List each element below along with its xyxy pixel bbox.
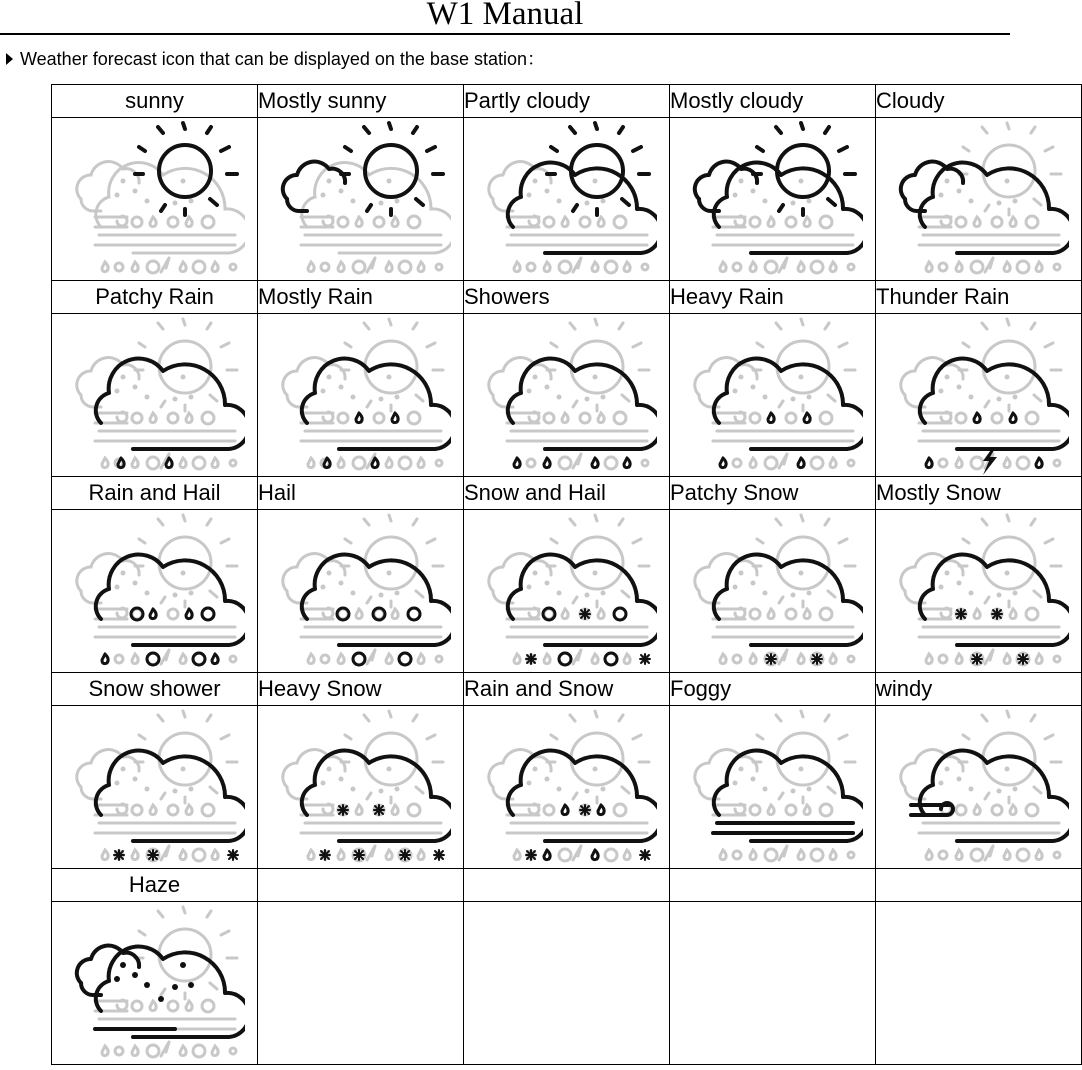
rain-and-hail-icon (65, 511, 245, 671)
label-row (52, 85, 1082, 118)
icon-cell (258, 118, 464, 281)
label-mostly-snow: Mostly Snow (876, 477, 1082, 510)
label-patchy-rain: Patchy Rain (52, 281, 258, 314)
icon-cell (52, 510, 258, 673)
icon-cell (52, 314, 258, 477)
icon-cell (258, 510, 464, 673)
label-cloudy: Cloudy (876, 85, 1082, 118)
heavy-snow-icon (271, 707, 451, 867)
label-row (52, 281, 1082, 314)
icon-cell (670, 510, 876, 673)
icon-cell (258, 706, 464, 869)
label-heavy-rain: Heavy Rain (670, 281, 876, 314)
icon-row (52, 706, 1082, 869)
icon-cell (464, 706, 670, 869)
title-rule (0, 33, 1010, 35)
icon-row (52, 314, 1082, 477)
icon-cell (464, 118, 670, 281)
label-rain-and-snow: Rain and Snow (464, 673, 670, 706)
empty-cell (464, 902, 670, 1065)
mostly-sunny-icon (271, 119, 451, 279)
label-rain-and-hail: Rain and Hail (52, 477, 258, 510)
empty-cell (258, 902, 464, 1065)
empty-cell (670, 902, 876, 1065)
label-row (52, 477, 1082, 510)
label-empty (670, 869, 876, 902)
partly-cloudy-icon (477, 119, 657, 279)
forecast-icon-table (51, 84, 1082, 1065)
rain-and-snow-icon (477, 707, 657, 867)
icon-row (52, 510, 1082, 673)
label-mostly-cloudy: Mostly cloudy (670, 85, 876, 118)
sunny-icon (65, 119, 245, 279)
thunder-rain-icon (889, 315, 1069, 475)
label-row (52, 673, 1082, 706)
label-mostly-sunny: Mostly sunny (258, 85, 464, 118)
icon-cell (876, 314, 1082, 477)
mostly-cloudy-icon (683, 119, 863, 279)
mostly-rain-icon (271, 315, 451, 475)
label-windy: windy (876, 673, 1082, 706)
icon-cell (52, 706, 258, 869)
icon-cell (52, 902, 258, 1065)
label-foggy: Foggy (670, 673, 876, 706)
label-mostly-rain: Mostly Rain (258, 281, 464, 314)
icon-cell (670, 314, 876, 477)
intro-line (6, 47, 545, 71)
windy-icon (889, 707, 1069, 867)
hail-icon (271, 511, 451, 671)
icon-cell (464, 510, 670, 673)
patchy-snow-icon (683, 511, 863, 671)
label-row (52, 869, 1082, 902)
bullet-triangle-icon (6, 53, 13, 65)
icon-cell (670, 706, 876, 869)
label-snow-shower: Snow shower (52, 673, 258, 706)
icon-cell (876, 118, 1082, 281)
icon-cell (670, 118, 876, 281)
mostly-snow-icon (889, 511, 1069, 671)
label-partly-cloudy: Partly cloudy (464, 85, 670, 118)
label-hail: Hail (258, 477, 464, 510)
label-snow-and-hail: Snow and Hail (464, 477, 670, 510)
icon-cell (876, 510, 1082, 673)
label-haze: Haze (52, 869, 258, 902)
document-title: W1 Manual (426, 0, 584, 32)
label-empty (258, 869, 464, 902)
icon-cell (464, 314, 670, 477)
label-patchy-snow: Patchy Snow (670, 477, 876, 510)
cloudy-icon (889, 119, 1069, 279)
haze-icon (65, 903, 245, 1063)
intro-text: Weather forecast icon that can be displayed on the base station： (20, 49, 545, 69)
heavy-rain-icon (683, 315, 863, 475)
snow-shower-icon (65, 707, 245, 867)
patchy-rain-icon (65, 315, 245, 475)
foggy-icon (683, 707, 863, 867)
label-sunny: sunny (52, 85, 258, 118)
icon-cell (52, 118, 258, 281)
label-empty (876, 869, 1082, 902)
label-empty (464, 869, 670, 902)
snow-and-hail-icon (477, 511, 657, 671)
label-showers: Showers (464, 281, 670, 314)
icon-row (52, 902, 1082, 1065)
lightning-bolt-icon (983, 447, 997, 475)
label-heavy-snow: Heavy Snow (258, 673, 464, 706)
empty-cell (876, 902, 1082, 1065)
icon-cell (258, 314, 464, 477)
showers-icon (477, 315, 657, 475)
icon-row (52, 118, 1082, 281)
icon-cell (876, 706, 1082, 869)
label-thunder-rain: Thunder Rain (876, 281, 1082, 314)
